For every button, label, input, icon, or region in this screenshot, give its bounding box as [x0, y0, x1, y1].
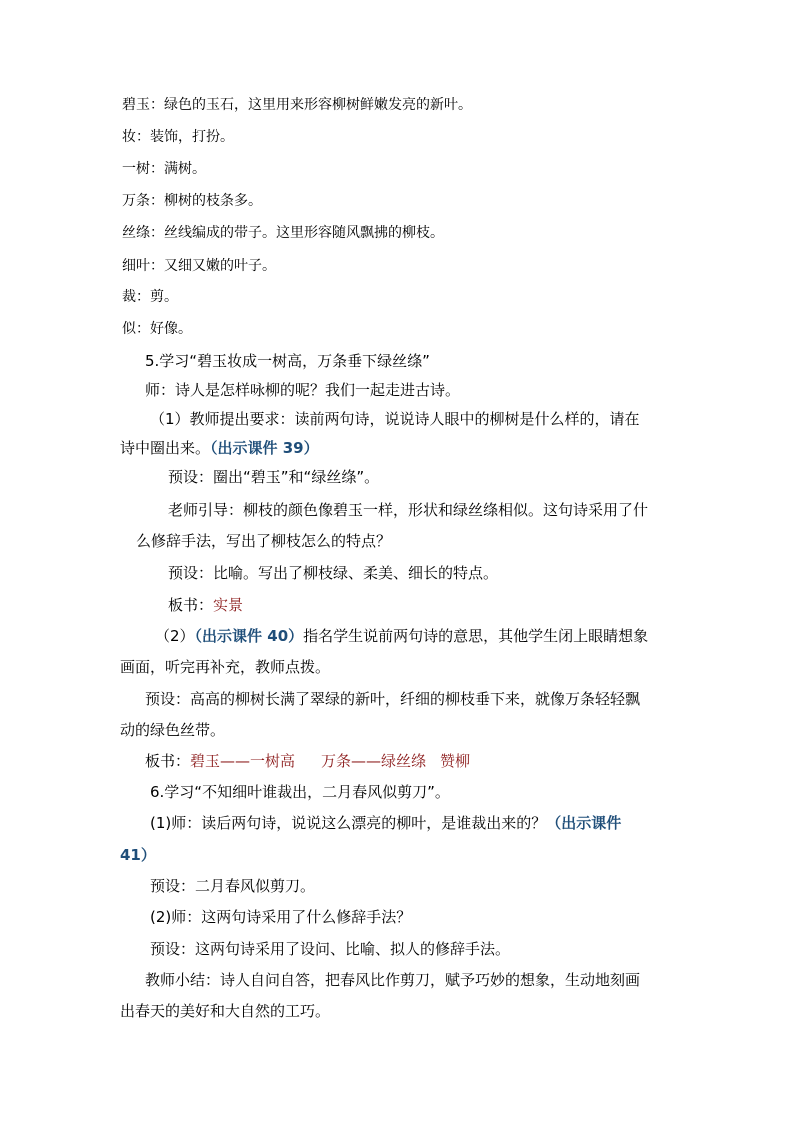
section5-step2-line2: 画面，听完再补充，教师点拨。	[120, 658, 331, 676]
courseware-ref: （出示课件 40）	[194, 627, 304, 645]
section5-board1	[168, 595, 243, 615]
section6-q1	[150, 813, 621, 833]
step-number: （2）	[155, 627, 195, 645]
section6-summary-line1: 教师小结：诗人自问自答，把春风比作剪刀，赋予巧妙的想象，生动地刻画	[145, 971, 641, 989]
glossary-item	[122, 319, 192, 339]
glossary-definition: 丝线编成的带子。这里形容随风飘拂的柳枝。	[164, 225, 444, 241]
section5-board2	[145, 751, 470, 771]
glossary-term: 似：	[122, 321, 150, 337]
board-value: 万条——绿丝绦	[321, 752, 427, 770]
glossary-term: 碧玉：	[122, 97, 164, 113]
glossary-item	[122, 127, 234, 147]
glossary-definition: 柳树的枝条多。	[164, 193, 262, 209]
glossary-term: 裁：	[122, 289, 150, 305]
glossary-term: 万条：	[122, 193, 164, 209]
board-value: 赞柳	[440, 752, 471, 770]
section5-teacher-intro: 师：诗人是怎样咏柳的呢？我们一起走进古诗。	[145, 381, 461, 399]
section6-preset2: 预设：这两句诗采用了设问、比喻、拟人的修辞手法。	[150, 940, 511, 958]
glossary-definition: 绿色的玉石，这里用来形容柳树鲜嫩发亮的新叶。	[164, 97, 472, 113]
section5-step2	[155, 626, 648, 646]
glossary-definition: 好像。	[150, 321, 192, 337]
section6-q2: (2)师：这两句诗采用了什么修辞手法？	[150, 908, 412, 926]
board-label: 板书：	[168, 596, 214, 614]
section5-preset3-line1: 预设：高高的柳树长满了翠绿的新叶，纤细的柳枝垂下来，就像万条轻轻飘	[145, 690, 641, 708]
glossary-item	[122, 256, 276, 276]
glossary-term: 妆：	[122, 129, 150, 145]
glossary-item	[122, 287, 178, 307]
section5-heading: 5.学习“碧玉妆成一树高，万条垂下绿丝绦”	[145, 352, 430, 370]
glossary-definition: 装饰，打扮。	[150, 129, 234, 145]
glossary-item	[122, 223, 444, 243]
glossary-term: 一树：	[122, 161, 164, 177]
section5-step1-line1: （1）教师提出要求：读前两句诗，说说诗人眼中的柳树是什么样的，请在	[150, 410, 640, 428]
section6-q1-ref-cont: 41）	[120, 846, 156, 864]
glossary-item	[122, 191, 262, 211]
section5-guide-line1: 老师引导：柳枝的颜色像碧玉一样，形状和绿丝绦相似。这句诗采用了什	[168, 501, 649, 519]
section5-preset2: 预设：比喻。写出了柳枝绿、柔美、细长的特点。	[168, 564, 499, 582]
glossary-definition: 又细又嫩的叶子。	[164, 258, 276, 274]
step2-text: 指名学生说前两句诗的意思，其他学生闭上眼睛想象	[303, 627, 649, 645]
glossary-item	[122, 95, 472, 115]
section6-preset1: 预设：二月春风似剪刀。	[150, 877, 316, 895]
glossary-definition: 剪。	[150, 289, 178, 305]
glossary-term: 丝绦：	[122, 225, 164, 241]
board-label: 板书：	[145, 752, 191, 770]
section5-preset1: 预设：圈出“碧玉”和“绿丝绦”。	[168, 468, 380, 486]
glossary-definition: 满树。	[164, 161, 206, 177]
section5-step1-line2	[120, 438, 319, 458]
courseware-ref: （出示课件	[546, 814, 622, 832]
section5-preset3-line2: 动的绿色丝带。	[120, 721, 226, 739]
section6-heading: 6.学习“不知细叶谁裁出，二月春风似剪刀”。	[150, 783, 450, 801]
courseware-ref: （出示课件 39）	[210, 439, 319, 457]
board-value: 实景	[213, 596, 244, 614]
glossary-term: 细叶：	[122, 258, 164, 274]
section5-guide-line2: 么修辞手法，写出了柳枝怎么的特点？	[136, 532, 392, 550]
step1-text: 诗中圈出来。	[120, 439, 211, 457]
glossary-item	[122, 159, 206, 179]
q1-text: (1)师：读后两句诗，说说这么漂亮的柳叶，是谁裁出来的？	[150, 814, 547, 832]
section6-summary-line2: 出春天的美好和大自然的工巧。	[120, 1002, 331, 1020]
board-value: 碧玉——一树高	[190, 752, 296, 770]
